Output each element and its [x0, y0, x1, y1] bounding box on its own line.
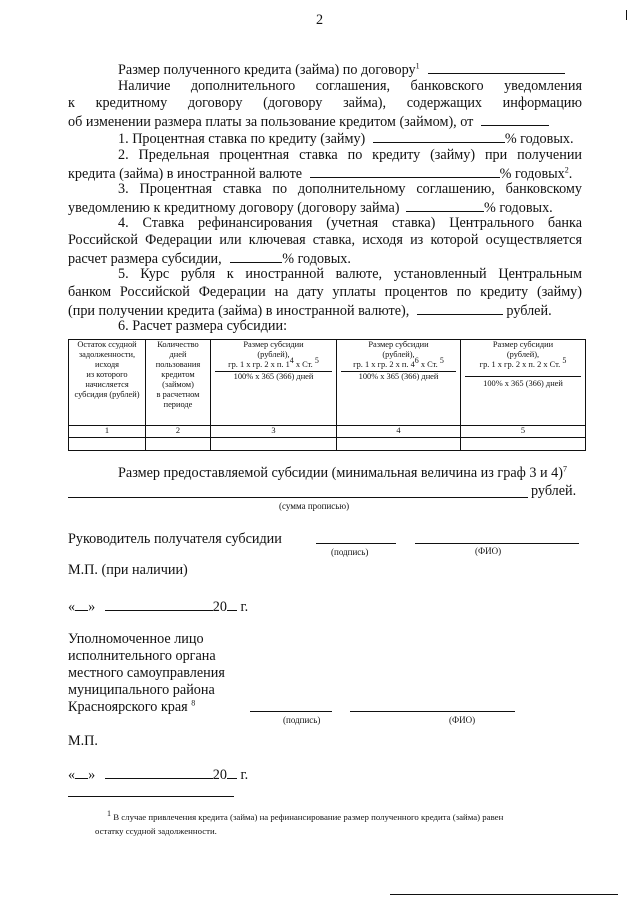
item-2-line-1: 2. Предельная процентная ставка по кредиту (займу) при получении	[118, 147, 582, 163]
loan-amount-label: Размер полученного кредита (займа) по договору	[118, 62, 416, 78]
mp-stamp: М.П.	[68, 733, 98, 749]
footnote-ref: 7	[562, 464, 567, 474]
subsidy-amount-blank	[68, 497, 528, 498]
mp-with-note: М.П. (при наличии)	[68, 562, 188, 578]
date-line-1: « » 20 г.	[68, 599, 249, 615]
loan-amount-blank	[428, 60, 565, 74]
head-fio-blank	[415, 543, 579, 544]
bottom-rule	[390, 894, 618, 895]
item-5-line-1: 5. Курс рубля к иностранной валюте, установленный Центральным	[118, 266, 582, 282]
subsidy-size-label: Размер предоставляемой субсидии (минимальная величина из граф 3 и 4)	[118, 465, 563, 481]
subsidy-size-rub: рублей.	[531, 483, 577, 499]
authorized-line-4: муниципального района	[68, 682, 215, 698]
authorized-fio-caption: (ФИО)	[449, 715, 476, 725]
head-label: Руководитель получателя субсидии	[68, 531, 282, 547]
footnote-ref: 8	[191, 698, 196, 708]
item-2-blank	[310, 164, 500, 178]
footnote-1-line-1: $^1$ В случае привлечения кредита (займа) на рефинансирование размер полученного кредита (займа) равен	[107, 809, 504, 822]
addendum-line-2: к кредитному договору (договору займа), содержащих информацию	[68, 95, 582, 111]
head-fio-caption: (ФИО)	[475, 546, 502, 556]
footnote-separator	[68, 796, 234, 797]
addendum-line-1: Наличие дополнительного соглашения, банковского уведомления	[118, 78, 582, 94]
col-header-loan-balance: Остаток ссудной задолженности, исходя из которого начисляется субсидия (рублей)	[69, 340, 146, 426]
item-2-suffix: % годовых	[499, 166, 565, 182]
item-5-text: (при получении кредита (займа) в иностранной валюте),	[68, 303, 410, 319]
table-cell	[211, 438, 337, 451]
col-header-subsidy-p4: Размер субсидии (рублей), гр. 1 х гр. 2 х п. $4^6$ х Ст. $^5$ 100% х 365 (366) дней	[337, 340, 461, 426]
col-header-subsidy-p1: Размер субсидии (рублей), гр. 1 х гр. 2 х п. $1^4$ х Ст. $^5$ 100% х 365 (366) дней	[211, 340, 337, 426]
item-5-line-2: банком Российской Федерации на дату уплаты процентов по кредиту (займу)	[68, 284, 582, 300]
col-number: 3	[211, 426, 337, 438]
page-number: 2	[316, 12, 324, 28]
authorized-signature-blank	[250, 711, 332, 712]
date-line-2: « » 20 г.	[68, 767, 249, 783]
item-1-text: 1. Процентная ставка по кредиту (займу)	[118, 131, 366, 147]
col-number: 1	[69, 426, 146, 438]
col-number: 2	[146, 426, 211, 438]
item-2-text: кредита (займа) в иностранной валюте	[68, 166, 303, 182]
item-1	[118, 129, 574, 148]
item-3-text: уведомлению к кредитному договору (договору займа)	[68, 200, 400, 216]
addendum-date-blank	[481, 112, 549, 126]
col-header-subsidy-p2: Размер субсидии (рублей), гр. 1 х гр. 2 х п. 2 х Ст. $^5$ 100% х 365 (366) дней	[461, 340, 586, 426]
table-cell	[69, 438, 146, 451]
edge-mark	[626, 10, 627, 20]
item-1-suffix: % годовых.	[504, 131, 574, 147]
item-5-suffix: рублей.	[506, 303, 552, 319]
subsidy-calculation-table	[68, 339, 586, 451]
head-sign-caption: (подпись)	[331, 547, 369, 557]
table-cell	[146, 438, 211, 451]
authorized-line-2: исполнительного органа	[68, 648, 216, 664]
item-4-line-2: Российской Федерации или ключевая ставка, исходя из которой осуществляется	[68, 232, 582, 248]
item-4-text: расчет размера субсидии,	[68, 251, 222, 267]
item-2-end: .	[568, 166, 573, 182]
addendum-line-3-text: об изменении размера платы за пользование кредитом (займом), от	[68, 114, 474, 130]
table-cell	[337, 438, 461, 451]
subsidy-amount-caption: (сумма прописью)	[279, 501, 350, 511]
item-3-blank	[406, 198, 484, 212]
item-5-blank	[417, 301, 503, 315]
authorized-line-5: Красноярского края $^8$	[68, 698, 196, 715]
subsidy-size-line	[118, 465, 567, 482]
head-signature-blank	[316, 543, 396, 544]
item-1-blank	[373, 129, 505, 143]
authorized-line-1: Уполномоченное лицо	[68, 631, 204, 647]
footnote-ref: 2	[564, 165, 569, 175]
col-header-days: Количество дней пользования кредитом (займом) в расчетном периоде	[146, 340, 211, 426]
authorized-fio-blank	[350, 711, 515, 712]
col-number: 4	[337, 426, 461, 438]
footnote-ref: 1	[415, 61, 420, 71]
col-number: 5	[461, 426, 586, 438]
footnote-1-line-2: остатку ссудной задолженности.	[95, 826, 217, 836]
item-6: 6. Расчет размера субсидии:	[118, 318, 288, 334]
authorized-line-3: местного самоуправления	[68, 665, 225, 681]
item-4-line-1: 4. Ставка рефинансирования (учетная ставка) Центрального банка	[118, 215, 582, 231]
item-3-line-1: 3. Процентная ставка по дополнительному соглашению, банковскому	[118, 181, 582, 197]
table-cell	[461, 438, 586, 451]
loan-amount-line	[118, 60, 565, 79]
item-4-blank	[230, 249, 282, 263]
item-3-suffix: % годовых.	[484, 200, 553, 216]
item-4-suffix: % годовых.	[282, 251, 351, 267]
authorized-sign-caption: (подпись)	[283, 715, 321, 725]
